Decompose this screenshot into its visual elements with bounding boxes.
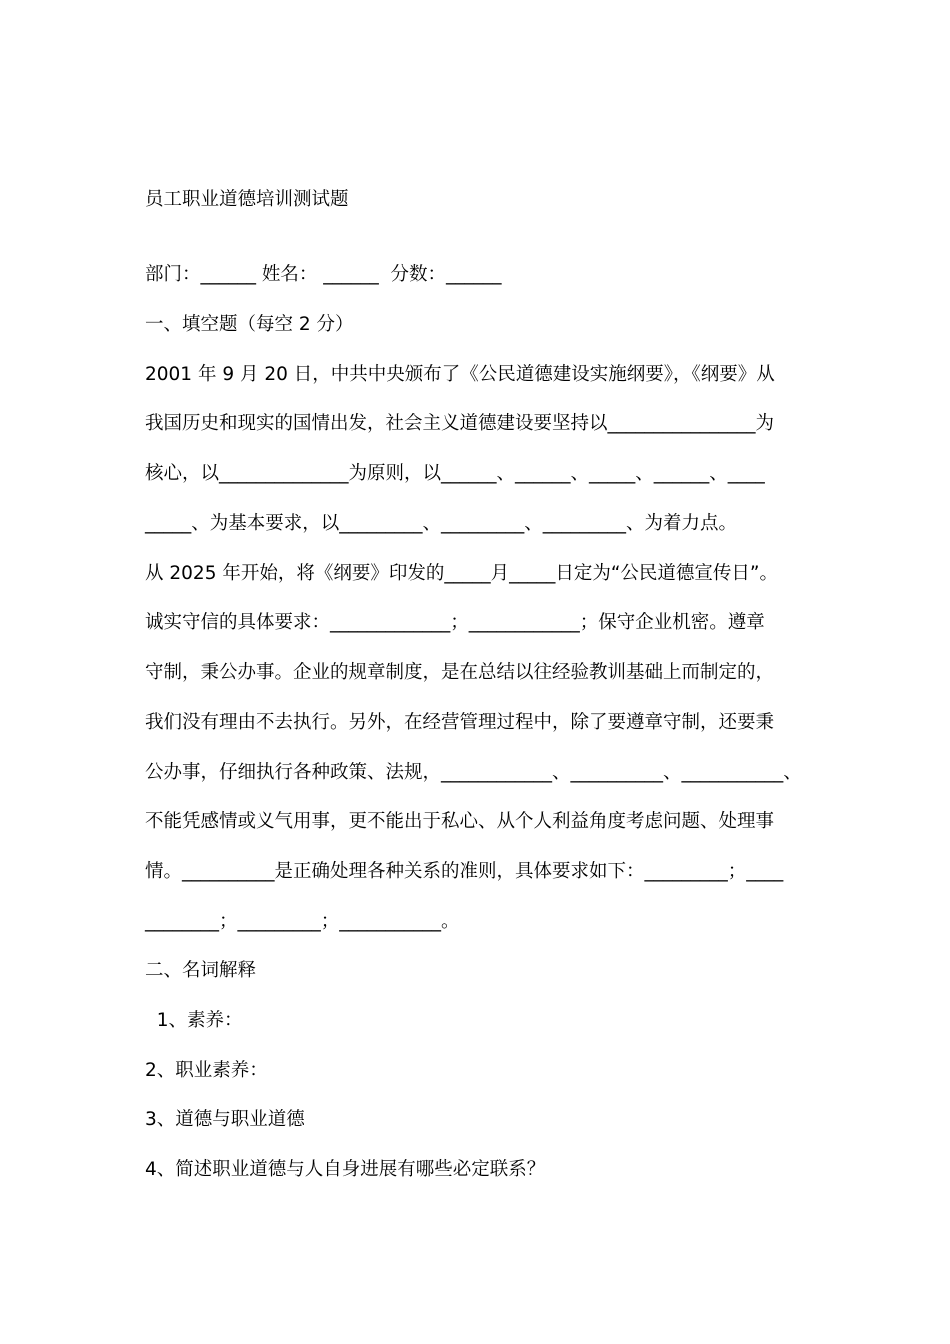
paragraph-line: 从 2025 年开始，将《纲要》印发的_____月_____日定为“公民道德宣传日”。 <box>145 563 779 584</box>
term-item: 3、道德与职业道德 <box>145 1109 305 1130</box>
paragraph-line: 诚实守信的具体要求：_____________；____________；保守企业机密。遵章 <box>145 612 765 633</box>
paragraph-line: 我们没有理由不去执行。另外，在经营管理过程中，除了要遵章守制，还要秉 <box>145 712 775 733</box>
paragraph-line: 2001 年 9 月 20 日，中共中央颁布了《公民道德建设实施纲要》，《纲要》从 <box>145 364 775 385</box>
paragraph-line: 核心，以______________为原则，以______、______、_____、______、____ <box>145 463 765 484</box>
term-item: 2、职业素养： <box>145 1060 268 1081</box>
paragraph-line: ________；_________；___________。 <box>145 911 460 932</box>
paragraph-line: 情。__________是正确处理各种关系的准则，具体要求如下：_________；____ <box>145 861 784 882</box>
paragraph-line: _____、为基本要求，以_________、_________、_________、为着力点。 <box>145 513 738 534</box>
paragraph-line: 不能凭感情或义气用事，更不能出于私心、从个人利益角度考虑问题、处理事 <box>145 811 775 832</box>
section2-heading: 二、名词解释 <box>145 960 257 981</box>
section1-heading: 一、填空题（每空 2 分） <box>145 314 354 335</box>
paragraph-line: 我国历史和现实的国情出发，社会主义道德建设要坚持以________________为 <box>145 413 775 434</box>
paragraph-line: 公办事，仔细执行各种政策、法规，____________、__________、___________、 <box>145 762 802 783</box>
question-item: 4、简述职业道德与人自身进展有哪些必定联系？ <box>145 1159 546 1180</box>
header-fields: 部门：______ 姓名： ______ 分数：______ <box>145 264 502 285</box>
paragraph-line: 守制，秉公办事。企业的规章制度，是在总结以往经验教训基础上而制定的， <box>145 662 775 683</box>
term-item: 1、素养： <box>145 1010 243 1031</box>
document-title: 员工职业道德培训测试题 <box>145 189 349 210</box>
